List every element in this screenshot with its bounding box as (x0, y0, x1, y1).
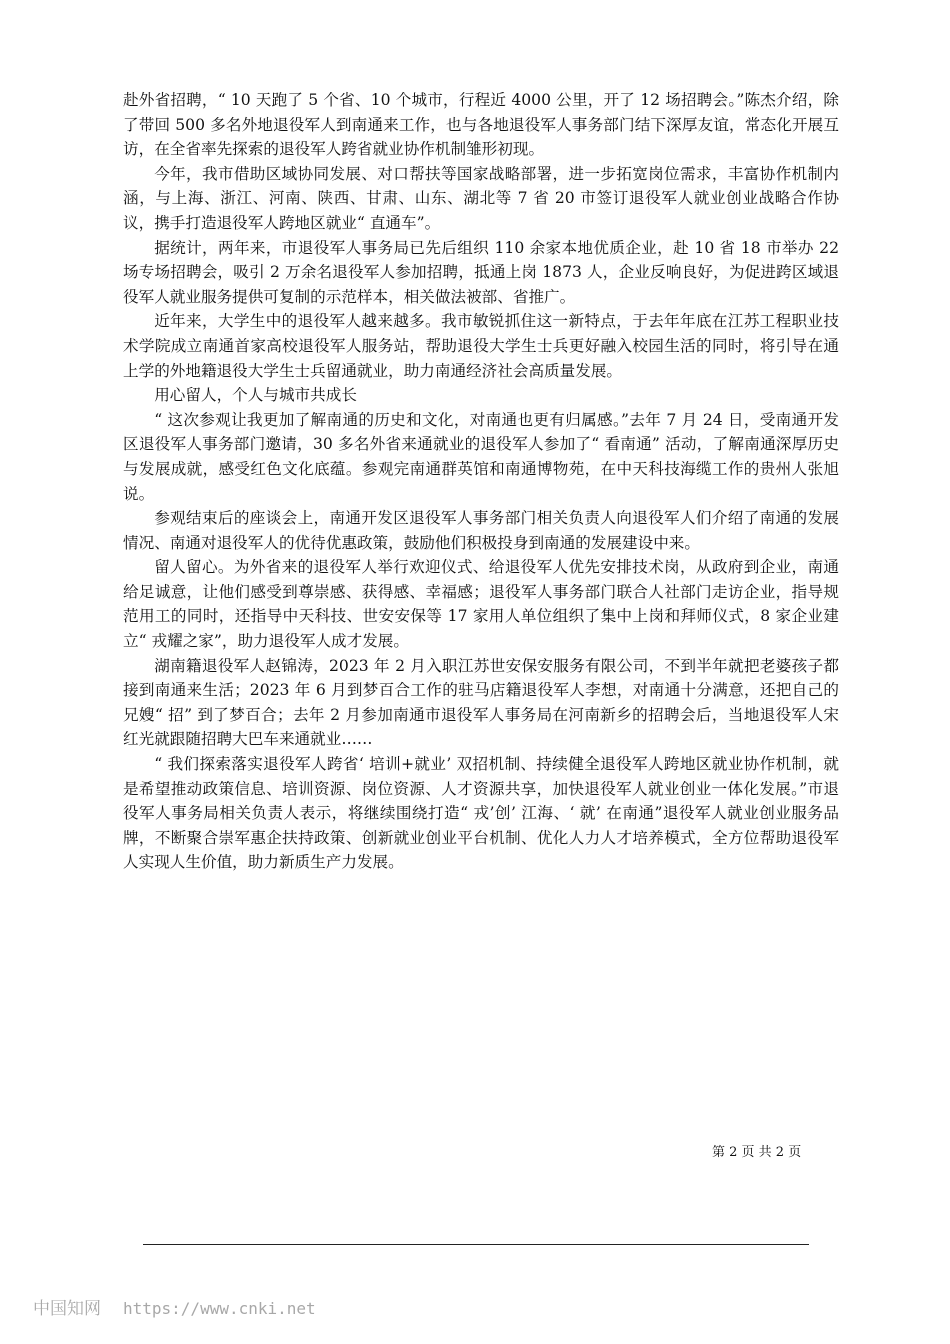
cnki-watermark (33, 1294, 316, 1319)
article-body (123, 88, 839, 875)
article-paragraph: 留人留心。为外省来的退役军人举行欢迎仪式、给退役军人优先安排技术岗，从政府到企业，南通给足诚意，让他们感受到尊崇感、获得感、幸福感；退役军人事务部门联合人社部门走访企业，指导规范用工的同时，还指导中天科技、世安安保等 17 家用人单位组织了集中上岗和拜师仪式，8 家企业建立“ 戎耀之家”，助力退役军人成才发展。 (123, 558, 839, 651)
article-paragraph: 据统计，两年来，市退役军人事务局已先后组织 110 余家本地优质企业，赴 10 省 18 市举办 22 场专场招聘会，吸引 2 万余名退役军人参加招聘，抵通上岗 1873 人，企业反响良好，为促进跨区域退役军人就业服务提供可复制的示范样本，相关做法被部、省推广。 (123, 238, 839, 306)
article-paragraph: “ 我们探索落实退役军人跨省‘ 培训+就业’ 双招机制、持续健全退役军人跨地区就业协作机制，就是希望推动政策信息、培训资源、岗位资源、人才资源共享，加快退役军人就业创业一体化发展。”市退役军人事务局相关负责人表示，将继续围绕打造“ 戎’创’ 江海、‘ 就’ 在南通”退役军人就业创业服务品牌，不断聚合崇军惠企扶持政策、创新就业创业平台机制、优化人力人才培养模式，全方位帮助退役军人实现人生价值，助力新质生产力发展。 (123, 755, 839, 872)
article-paragraph: 湖南籍退役军人赵锦涛，2023 年 2 月入职江苏世安保安服务有限公司，不到半年就把老婆孩子都接到南通来生活；2023 年 6 月到梦百合工作的驻马店籍退役军人李想，对南通十分满意，还把自己的兄嫂“ 招” 到了梦百合；去年 2 月参加南通市退役军人事务局在河南新乡的招聘会后，当地退役军人宋红光就跟随招聘大巴车来通就业…… (123, 656, 839, 749)
article-paragraph: 近年来，大学生中的退役军人越来越多。我市敏锐抓住这一新特点，于去年年底在江苏工程职业技术学院成立南通首家高校退役军人服务站，帮助退役大学生士兵更好融入校园生活的同时，将引导在通上学的外地籍退役大学生士兵留通就业，助力南通经济社会高质量发展。 (123, 312, 839, 380)
page-number: 第 2 页 共 2 页 (712, 1145, 802, 1160)
article-paragraph: “ 这次参观让我更加了解南通的历史和文化，对南通也更有归属感。”去年 7 月 24 日，受南通开发区退役军人事务部门邀请，30 多名外省来通就业的退役军人参加了“ 看南通” 活动，了解南通深厚历史与发展成就，感受红色文化底蕴。参观完南通群英馆和南通博物苑，在中天科技海缆工作的贵州人张旭说。 (123, 410, 839, 503)
watermark-brand: 中国知网 (33, 1299, 101, 1319)
article-paragraph: 赴外省招聘，“ 10 天跑了 5 个省、10 个城市，行程近 4000 公里，开了 12 场招聘会。”陈杰介绍，除了带回 500 多名外地退役军人到南通来工作，也与各地退役军人事务部门结下深厚友谊，常态化开展互访，在全省率先探索的退役军人跨省就业协作机制雏形初现。 (123, 91, 839, 159)
article-paragraph: 今年，我市借助区域协同发展、对口帮扶等国家战略部署，进一步拓宽岗位需求，丰富协作机制内涵，与上海、浙江、河南、陕西、甘肃、山东、湖北等 7 省 20 市签订退役军人就业创业战略合作协议，携手打造退役军人跨地区就业“ 直通车”。 (123, 164, 839, 232)
article-paragraph: 参观结束后的座谈会上，南通开发区退役军人事务部门相关负责人向退役军人们介绍了南通的发展情况、南通对退役军人的优待优惠政策，鼓励他们积极投身到南通的发展建设中来。 (123, 509, 839, 552)
footer-divider (143, 1244, 809, 1245)
section-subheading: 用心留人，个人与城市共成长 (154, 386, 357, 405)
watermark-url[interactable]: https://www.cnki.net (123, 1299, 316, 1318)
